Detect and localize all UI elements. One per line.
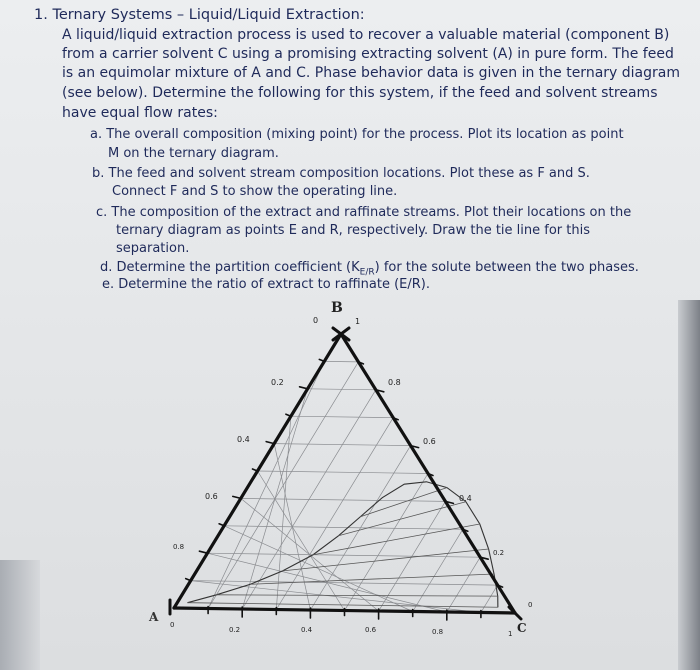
ternary-grid <box>191 361 498 612</box>
bottom-axis-tick-label: 0.8 <box>432 628 444 636</box>
grid-line <box>224 526 413 612</box>
bottom-axis-tick-label: 0.6 <box>365 626 377 634</box>
left-axis-tick-label: 0.2 <box>271 378 284 387</box>
corner-label-top-left: 0 <box>313 316 319 325</box>
item-c-line: separation. <box>116 241 190 256</box>
grid-line <box>308 389 376 390</box>
corner-label-top-right: 1 <box>355 317 361 326</box>
tie-line <box>250 574 494 584</box>
left-axis-tick-label: 0.6 <box>205 492 218 501</box>
corner-label-bottom-right: 1 <box>508 630 513 638</box>
tie-line <box>216 595 497 596</box>
grid-line <box>291 416 393 418</box>
item-c-line: c. The composition of the extract and raffinate streams. Plot their locations on the <box>96 205 632 220</box>
item-b-line: Connect F and S to show the operating line. <box>112 184 398 199</box>
intro-line: A liquid/liquid extraction process is used to recover a valuable material (component B) <box>62 27 670 43</box>
grid-line <box>241 498 379 611</box>
item-b-line: b. The feed and solvent stream composition locations. Plot these as F and S. <box>92 166 590 181</box>
bottom-axis-tick-label: 0.2 <box>229 626 241 634</box>
right-axis-tick-label: 0.2 <box>493 549 505 557</box>
corner-label-bottom-left: 0 <box>170 621 175 629</box>
tie-line <box>360 488 447 517</box>
item-a-line: a. The overall composition (mixing point) for the process. Plot its location as point <box>90 127 624 142</box>
corner-label-right-zero: 0 <box>528 601 533 609</box>
axis-tick <box>233 496 241 498</box>
vertex-label-c: C <box>517 621 527 635</box>
right-axis-tick-label: 0.4 <box>459 494 472 503</box>
right-axis-tick-label: 0.8 <box>388 378 401 387</box>
intro-line: have equal flow rates: <box>62 105 218 121</box>
bottom-axis-tick-label: 0.4 <box>301 626 313 634</box>
grid-line <box>481 585 498 612</box>
tie-line <box>283 549 489 571</box>
intro-line: is an equimolar mixture of A and C. Phase behavior data is given in the ternary diagram <box>62 65 680 81</box>
grid-line <box>224 526 463 530</box>
problem-title: 1. Ternary Systems – Liquid/Liquid Extraction: <box>34 7 365 23</box>
right-axis-tick-label: 0.6 <box>423 437 436 446</box>
item-c-line: ternary diagram as points E and R, respectively. Draw the tie line for this <box>116 223 590 238</box>
vertex-label-b: B <box>331 300 343 316</box>
grid-line <box>274 444 410 446</box>
vertex-label-a: A <box>149 610 159 624</box>
item-d-line: d. Determine the partition coefficient $(K_{E/R})$ for the solute between the two phases. <box>100 260 639 278</box>
item-e-line: e. Determine the ratio of extract to raffinate (E/R). <box>102 277 431 292</box>
grid-line <box>324 361 358 362</box>
item-a-line: M on the ternary diagram. <box>108 146 279 161</box>
axis-tick <box>266 442 274 444</box>
grid-line <box>310 446 410 610</box>
intro-line: (see below). Determine the following for this system, if the feed and solvent streams <box>62 85 658 101</box>
axis-tick <box>300 387 308 389</box>
left-axis-tick-label: 0.4 <box>237 435 250 444</box>
intro-line: from a carrier solvent C using a promising extracting solvent (A) in pure form. The feed <box>62 46 674 62</box>
left-axis-tick-label: 0.8 <box>173 543 185 551</box>
grid-line <box>413 529 463 611</box>
axis-tick <box>199 551 207 553</box>
